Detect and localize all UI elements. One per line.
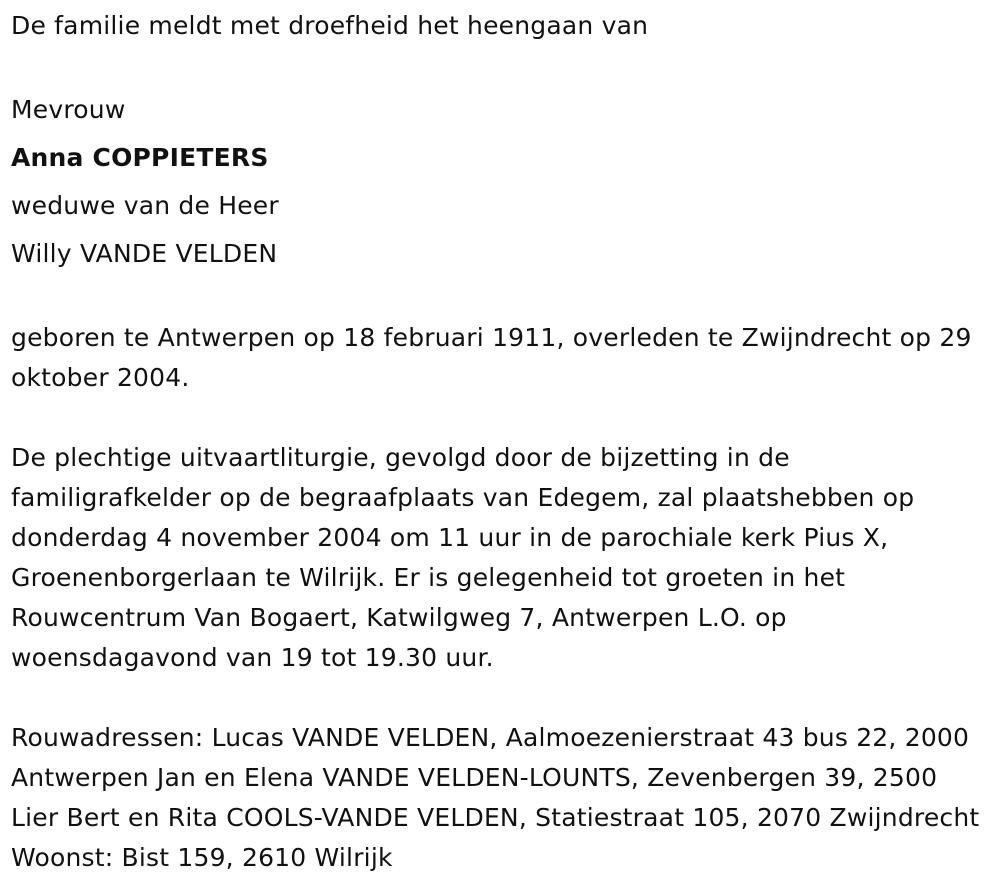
addresses-paragraph: Rouwadressen: Lucas VANDE VELDEN, Aalmoezenierstraat 43 bus 22, 2000 Antwerpen Jan en Elena VANDE VELDEN-LOUNTS, Zevenbergen 39, 2500 Lier Bert en Rita COOLS-VANDE VELDEN, Statiestraat 105, 2070 Zwijndrecht Woonst: Bist 159, 2610 Wilrijk	[11, 723, 980, 872]
deceased-name: Anna COPPIETERS	[11, 143, 269, 172]
name-block	[11, 86, 986, 278]
ceremony-paragraph: De plechtige uitvaartliturgie, gevolgd door de bijzetting in de familigrafkelder op de begraafplaats van Edegem, zal plaatshebben op donderdag 4 november 2004 om 11 uur in de parochiale kerk Pius X, Groenenborgerlaan te Wilrijk. Er is gelegenheid tot groeten in het Rouwcentrum Van Bogaert, Katwilgweg 7, Antwerpen L.O. op woensdagavond van 19 tot 19.30 uur.	[11, 443, 915, 672]
spouse-name: Willy VANDE VELDEN	[11, 239, 278, 268]
salutation: Mevrouw	[11, 95, 126, 124]
death-notice	[11, 6, 986, 878]
spacer	[11, 398, 986, 438]
birth-death-paragraph: geboren te Antwerpen op 18 februari 1911, overleden te Zwijndrecht op 29 oktober 2004.	[11, 323, 972, 392]
widow-of-text: weduwe van de Heer	[11, 191, 279, 220]
spacer	[11, 678, 986, 718]
spacer	[11, 278, 986, 318]
spacer	[11, 46, 986, 86]
intro-text: De familie meldt met droefheid het heengaan van	[11, 11, 649, 40]
